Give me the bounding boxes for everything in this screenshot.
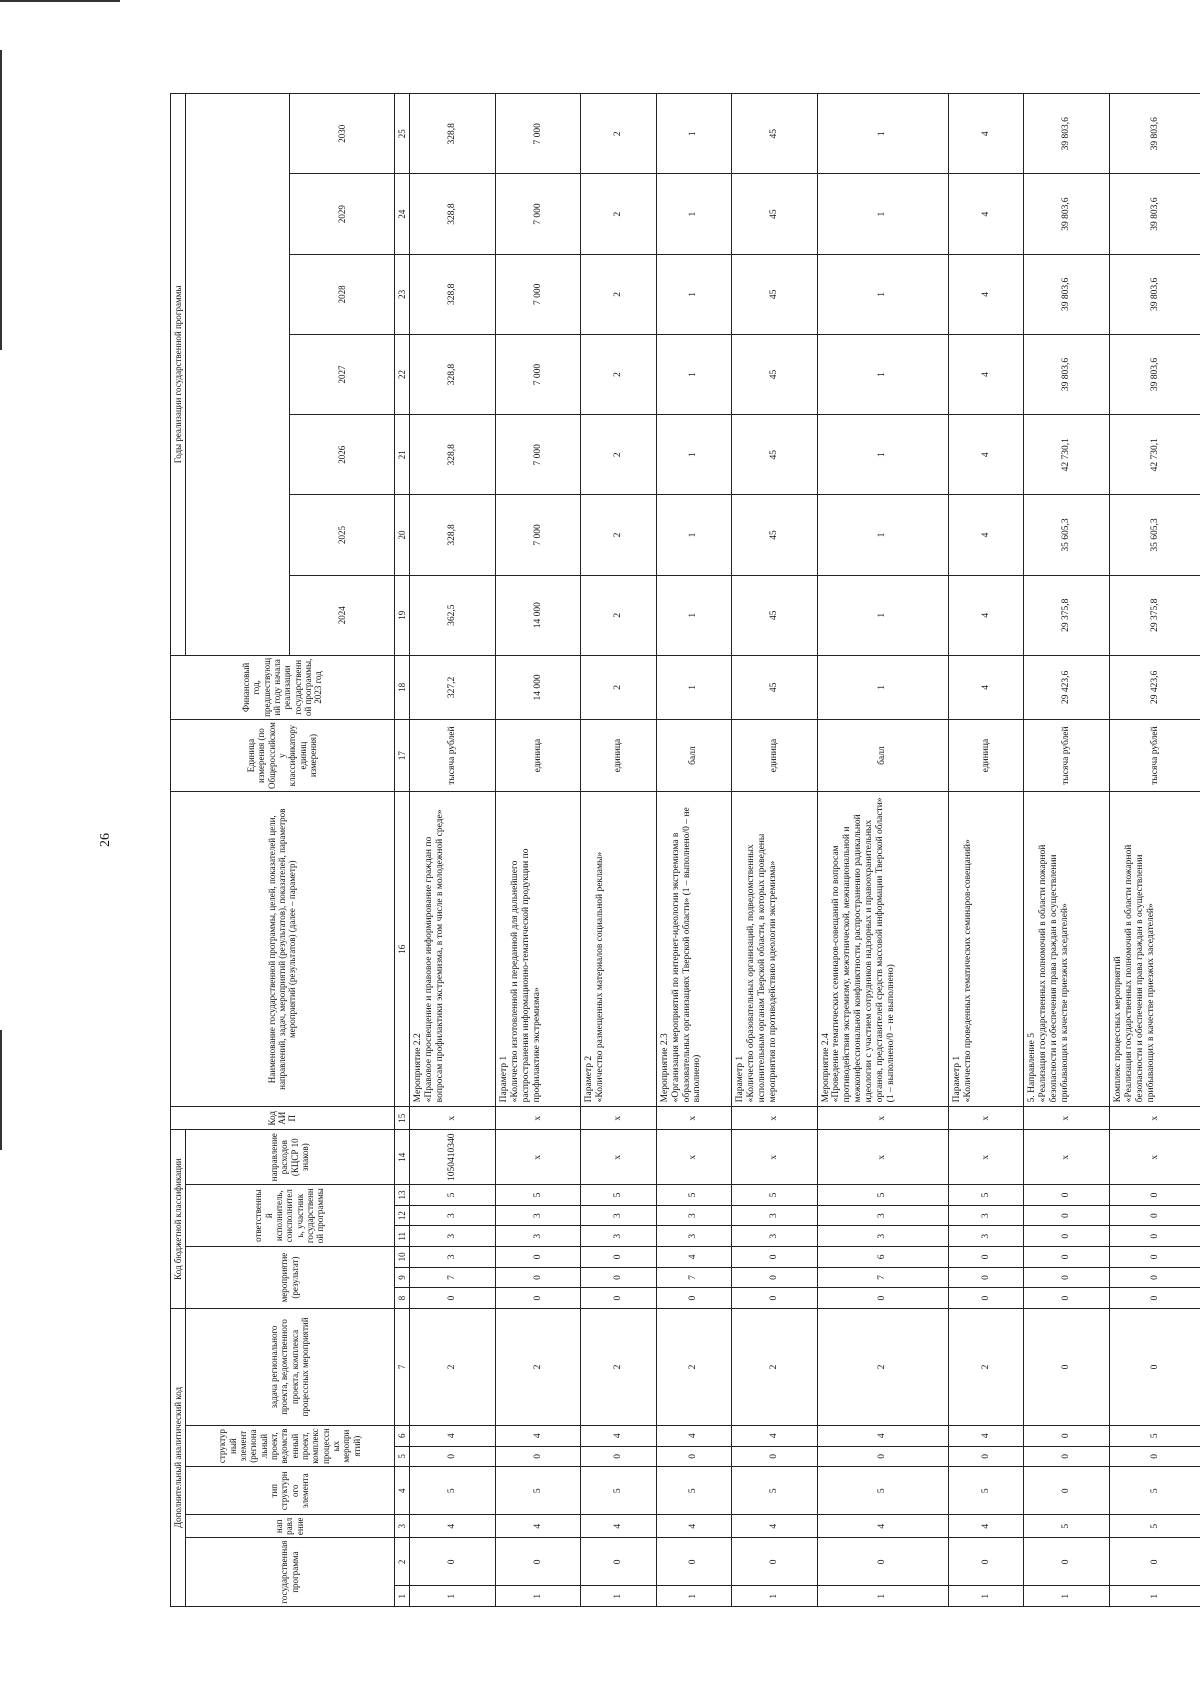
- code-cell: 7: [817, 1267, 949, 1288]
- code-cell: 0: [731, 1247, 817, 1268]
- code-cell: 3: [581, 1205, 656, 1226]
- year-value-cell: 29 375,8: [1109, 575, 1200, 655]
- header-year: 2029: [290, 174, 394, 254]
- year-value-cell: 4: [949, 334, 1024, 414]
- code-cell: x: [1109, 1107, 1200, 1130]
- code-cell: x: [949, 1107, 1024, 1130]
- name-cell: 5. Направление 5 «Реализация государственных полномочий в области пожарной безопасности и обеспечения права граждан в осуществлении прибывающих в качестве приезжих заседателей»: [1024, 792, 1110, 1107]
- year-value-cell: 2: [581, 334, 656, 414]
- code-cell: 1: [817, 1586, 949, 1607]
- code-cell: 5: [581, 1467, 656, 1515]
- header-budget-code: Код бюджетной классификации: [171, 1130, 186, 1309]
- code-cell: 2: [495, 1308, 581, 1425]
- code-cell: 3: [949, 1226, 1024, 1247]
- code-cell: 0: [1024, 1288, 1110, 1309]
- code-cell: 0: [731, 1446, 817, 1467]
- year-value-cell: 7 000: [495, 94, 581, 174]
- year-value-cell: 14 000: [495, 575, 581, 655]
- year-value-cell: 7 000: [495, 495, 581, 575]
- column-number: 22: [394, 334, 410, 414]
- year-value-cell: 1: [817, 174, 949, 254]
- code-cell: 3: [495, 1205, 581, 1226]
- column-number: 10: [394, 1247, 410, 1268]
- column-number: 13: [394, 1185, 410, 1206]
- name-cell: Мероприятие 2.4 «Проведение тематических семинаров-совещаний по вопросам противодействия экстремизму, межэтнической, межнациональной и межконфессиональной конфликтности, распространению радикальной идеологии с участием сотрудников надзорных и правоохранительных органов, представителей средств массовой информации Тверской области» (1 – выполнено/0 – не выполнено): [817, 792, 949, 1107]
- year-value-cell: 2: [581, 415, 656, 495]
- code-cell: 0: [1109, 1267, 1200, 1288]
- code-cell: 5: [495, 1467, 581, 1515]
- column-number: 18: [394, 655, 410, 719]
- code-cell: 1050410340: [410, 1130, 496, 1185]
- table-row: [817, 94, 949, 1607]
- code-cell: x: [656, 1107, 731, 1130]
- year-value-cell: 1: [817, 254, 949, 334]
- unit-cell: тысяча рублей: [1109, 719, 1200, 791]
- column-number: 24: [394, 174, 410, 254]
- code-cell: 5: [1024, 1515, 1110, 1538]
- header-analytic-code: Дополнительный аналитический код: [171, 1308, 186, 1606]
- header-aip-code: Код АИП: [171, 1107, 395, 1130]
- code-cell: 2: [656, 1308, 731, 1425]
- code-cell: 1: [731, 1586, 817, 1607]
- header-task: задача регионального проекта, ведомственного проекта, комплекса процессных мероприятий: [185, 1308, 394, 1425]
- code-cell: 3: [817, 1226, 949, 1247]
- code-cell: 0: [1024, 1247, 1110, 1268]
- rotated-table-container: [170, 93, 1200, 1607]
- code-cell: 7: [656, 1267, 731, 1288]
- code-cell: 3: [410, 1226, 496, 1247]
- unit-cell: балл: [817, 719, 949, 791]
- code-cell: x: [1109, 1130, 1200, 1185]
- header-executor: ответственный исполнитель, соисполнитель, участник государственной программы: [185, 1185, 394, 1247]
- unit-cell: единица: [581, 719, 656, 791]
- header-years-group: Годы реализации государственной программы: [171, 94, 186, 656]
- code-cell: 5: [731, 1467, 817, 1515]
- year-value-cell: 1: [656, 254, 731, 334]
- column-number: 7: [394, 1308, 410, 1425]
- base-value-cell: 14 000: [495, 655, 581, 719]
- code-cell: 0: [410, 1446, 496, 1467]
- year-value-cell: 7 000: [495, 415, 581, 495]
- year-value-cell: 1: [817, 575, 949, 655]
- year-value-cell: 45: [731, 94, 817, 174]
- year-value-cell: 4: [949, 254, 1024, 334]
- code-cell: 2: [410, 1308, 496, 1425]
- code-cell: 0: [1024, 1226, 1110, 1247]
- column-number: 11: [394, 1226, 410, 1247]
- table-row: [1109, 94, 1200, 1607]
- code-cell: 5: [410, 1185, 496, 1206]
- name-cell: Мероприятие 2.2 «Правовое просвещение и правовое информирование граждан по вопросам профилактики экстремизма, в том числе в молодежной среде»: [410, 792, 496, 1107]
- code-cell: 4: [410, 1515, 496, 1538]
- column-number: 9: [394, 1267, 410, 1288]
- code-cell: 0: [1024, 1308, 1110, 1425]
- code-cell: 3: [581, 1226, 656, 1247]
- year-value-cell: 39 803,6: [1024, 254, 1110, 334]
- code-cell: 5: [495, 1185, 581, 1206]
- code-cell: 0: [1109, 1247, 1200, 1268]
- scan-mark: [0, 1030, 2, 1150]
- code-cell: 0: [949, 1538, 1024, 1586]
- code-cell: 3: [495, 1226, 581, 1247]
- year-value-cell: 2: [581, 495, 656, 575]
- code-cell: 5: [1109, 1515, 1200, 1538]
- code-cell: x: [656, 1130, 731, 1185]
- table-row: [410, 94, 496, 1607]
- year-value-cell: 1: [817, 94, 949, 174]
- year-value-cell: 328,8: [410, 334, 496, 414]
- code-cell: 2: [817, 1308, 949, 1425]
- base-value-cell: 29 423,6: [1024, 655, 1110, 719]
- year-value-cell: 4: [949, 495, 1024, 575]
- code-cell: 4: [817, 1425, 949, 1446]
- header-dir: направление: [185, 1515, 394, 1538]
- year-value-cell: 1: [656, 575, 731, 655]
- code-cell: 1: [581, 1586, 656, 1607]
- code-cell: 2: [949, 1308, 1024, 1425]
- code-cell: 0: [1109, 1226, 1200, 1247]
- code-cell: 0: [495, 1247, 581, 1268]
- year-value-cell: 1: [656, 495, 731, 575]
- code-cell: 0: [581, 1288, 656, 1309]
- code-cell: 0: [410, 1288, 496, 1309]
- code-cell: 0: [495, 1288, 581, 1309]
- code-cell: x: [495, 1130, 581, 1185]
- code-cell: 4: [656, 1425, 731, 1446]
- year-value-cell: 328,8: [410, 495, 496, 575]
- code-cell: 0: [1024, 1267, 1110, 1288]
- column-number: 3: [394, 1515, 410, 1538]
- code-cell: 5: [817, 1467, 949, 1515]
- year-value-cell: 2: [581, 254, 656, 334]
- code-cell: 0: [1109, 1185, 1200, 1206]
- code-cell: 0: [1109, 1205, 1200, 1226]
- year-value-cell: 39 803,6: [1024, 174, 1110, 254]
- base-value-cell: 4: [949, 655, 1024, 719]
- header-year: 2024: [290, 575, 394, 655]
- code-cell: x: [410, 1107, 496, 1130]
- code-cell: 0: [1109, 1288, 1200, 1309]
- code-cell: 4: [581, 1425, 656, 1446]
- code-cell: 4: [731, 1425, 817, 1446]
- code-cell: 2: [731, 1308, 817, 1425]
- code-cell: 0: [1109, 1446, 1200, 1467]
- name-cell: Параметр 1 «Количество проведенных тематических семинаров-совещаний»: [949, 792, 1024, 1107]
- year-value-cell: 39 803,6: [1109, 334, 1200, 414]
- code-cell: 0: [410, 1538, 496, 1586]
- year-value-cell: 1: [817, 334, 949, 414]
- year-value-cell: 45: [731, 334, 817, 414]
- year-value-cell: 328,8: [410, 174, 496, 254]
- year-value-cell: 39 803,6: [1024, 94, 1110, 174]
- code-cell: 4: [656, 1515, 731, 1538]
- code-cell: 5: [656, 1185, 731, 1206]
- scan-mark: [0, 0, 120, 2]
- code-cell: 5: [581, 1185, 656, 1206]
- code-cell: 5: [1109, 1467, 1200, 1515]
- year-value-cell: 4: [949, 94, 1024, 174]
- code-cell: 0: [949, 1288, 1024, 1309]
- year-value-cell: 7 000: [495, 334, 581, 414]
- column-number: 19: [394, 575, 410, 655]
- base-value-cell: 45: [731, 655, 817, 719]
- code-cell: x: [1024, 1107, 1110, 1130]
- header-name: Наименование государственной программы, целей, показателей цели, направлений, задач, мероприятий (результатов), показателей, параметров мероприятий (результатов) (далее – параметр): [171, 792, 395, 1107]
- code-cell: 4: [495, 1515, 581, 1538]
- code-cell: 0: [495, 1538, 581, 1586]
- column-number: 8: [394, 1288, 410, 1309]
- code-cell: 0: [817, 1538, 949, 1586]
- header-year: 2030: [290, 94, 394, 174]
- year-value-cell: 2: [581, 575, 656, 655]
- code-cell: 5: [731, 1185, 817, 1206]
- code-cell: 3: [410, 1205, 496, 1226]
- code-cell: x: [1024, 1130, 1110, 1185]
- code-cell: 4: [949, 1515, 1024, 1538]
- column-number: 6: [394, 1425, 410, 1446]
- year-value-cell: 2: [581, 94, 656, 174]
- code-cell: 0: [731, 1288, 817, 1309]
- code-cell: 5: [656, 1467, 731, 1515]
- code-cell: 1: [1024, 1586, 1110, 1607]
- header-years-spacer: [185, 94, 289, 656]
- column-number: 5: [394, 1446, 410, 1467]
- year-value-cell: 1: [817, 415, 949, 495]
- code-cell: 4: [410, 1425, 496, 1446]
- code-cell: 1: [656, 1586, 731, 1607]
- year-value-cell: 1: [656, 415, 731, 495]
- year-value-cell: 328,8: [410, 94, 496, 174]
- code-cell: 4: [817, 1515, 949, 1538]
- name-cell: Мероприятие 2.3 «Организация мероприятий по интернет-идеологии экстремизма в образовательных организациях Тверской области» (1 – выполнено/0 – не выполнено): [656, 792, 731, 1107]
- name-cell: Комплекс процессных мероприятий «Реализация государственных полномочий в области пожарной безопасности и обеспечения права граждан в осуществлении прибывающих в качестве приезжих заседателей»: [1109, 792, 1200, 1107]
- year-value-cell: 4: [949, 174, 1024, 254]
- code-cell: x: [581, 1130, 656, 1185]
- year-value-cell: 4: [949, 415, 1024, 495]
- header-year: 2027: [290, 334, 394, 414]
- header-year: 2025: [290, 495, 394, 575]
- code-cell: 0: [731, 1538, 817, 1586]
- column-number: 20: [394, 495, 410, 575]
- column-number: 4: [394, 1467, 410, 1515]
- table-row: [949, 94, 1024, 1607]
- unit-cell: единица: [731, 719, 817, 791]
- code-cell: 5: [1109, 1425, 1200, 1446]
- code-cell: 0: [1024, 1467, 1110, 1515]
- base-value-cell: 327,2: [410, 655, 496, 719]
- year-value-cell: 45: [731, 575, 817, 655]
- year-value-cell: 362,5: [410, 575, 496, 655]
- code-cell: 0: [656, 1446, 731, 1467]
- code-cell: 1: [495, 1586, 581, 1607]
- code-cell: 0: [495, 1446, 581, 1467]
- year-value-cell: 7 000: [495, 254, 581, 334]
- year-value-cell: 45: [731, 415, 817, 495]
- year-value-cell: 1: [656, 174, 731, 254]
- column-number: 25: [394, 94, 410, 174]
- code-cell: 0: [1109, 1308, 1200, 1425]
- code-cell: 2: [581, 1308, 656, 1425]
- header-gp: государственная программа: [185, 1538, 394, 1607]
- header-unit: Единица измерения (по Общероссийскому классификатору единиц измерения): [171, 719, 395, 791]
- unit-cell: тысяча рублей: [410, 719, 496, 791]
- code-cell: x: [495, 1107, 581, 1130]
- code-cell: 4: [731, 1515, 817, 1538]
- code-cell: 4: [656, 1247, 731, 1268]
- code-cell: x: [817, 1130, 949, 1185]
- code-cell: 0: [949, 1267, 1024, 1288]
- code-cell: 0: [817, 1288, 949, 1309]
- code-cell: 0: [1024, 1538, 1110, 1586]
- code-cell: 5: [949, 1185, 1024, 1206]
- code-cell: x: [949, 1130, 1024, 1185]
- code-cell: 3: [656, 1205, 731, 1226]
- base-value-cell: 1: [817, 655, 949, 719]
- code-cell: 1: [949, 1586, 1024, 1607]
- code-cell: 0: [817, 1446, 949, 1467]
- header-type: тип структурного элемента: [185, 1467, 394, 1515]
- code-cell: 3: [731, 1205, 817, 1226]
- year-value-cell: 45: [731, 495, 817, 575]
- year-value-cell: 29 375,8: [1024, 575, 1110, 655]
- code-cell: 0: [495, 1267, 581, 1288]
- name-cell: Параметр 1 «Количество изготовленной и переданной для дальнейшего распространения информационно-тематической продукции по профилактике экстремизма»: [495, 792, 581, 1107]
- unit-cell: единица: [949, 719, 1024, 791]
- code-cell: 0: [581, 1267, 656, 1288]
- code-cell: 4: [495, 1425, 581, 1446]
- column-number: 12: [394, 1205, 410, 1226]
- code-cell: 0: [581, 1538, 656, 1586]
- name-cell: Параметр 1 «Количество образовательных организаций, подведомственных исполнительным органам Тверской области, в которых проведены мероприятия по противодействию идеологии экстремизма»: [731, 792, 817, 1107]
- table-row: [1024, 94, 1110, 1607]
- column-number: 1: [394, 1586, 410, 1607]
- year-value-cell: 328,8: [410, 415, 496, 495]
- code-cell: 1: [1109, 1586, 1200, 1607]
- header-base-year: Финансовый год, предшествующий году начала реализации государственной программы, 2023 год: [171, 655, 395, 719]
- year-value-cell: 328,8: [410, 254, 496, 334]
- code-cell: 0: [731, 1267, 817, 1288]
- column-number: 23: [394, 254, 410, 334]
- year-value-cell: 1: [656, 94, 731, 174]
- year-value-cell: 35 605,3: [1024, 495, 1110, 575]
- code-cell: x: [817, 1107, 949, 1130]
- year-value-cell: 4: [949, 575, 1024, 655]
- code-cell: 5: [949, 1467, 1024, 1515]
- code-cell: 0: [1024, 1185, 1110, 1206]
- year-value-cell: 2: [581, 174, 656, 254]
- code-cell: 3: [656, 1226, 731, 1247]
- unit-cell: единица: [495, 719, 581, 791]
- code-cell: 1: [410, 1586, 496, 1607]
- code-cell: 0: [1109, 1538, 1200, 1586]
- column-number: 16: [394, 792, 410, 1107]
- base-value-cell: 1: [656, 655, 731, 719]
- unit-cell: балл: [656, 719, 731, 791]
- year-value-cell: 42 730,1: [1024, 415, 1110, 495]
- code-cell: 0: [1024, 1446, 1110, 1467]
- name-cell: Параметр 2 «Количество размещенных материалов социальной рекламы»: [581, 792, 656, 1107]
- year-value-cell: 45: [731, 174, 817, 254]
- code-cell: 4: [581, 1515, 656, 1538]
- year-value-cell: 35 605,3: [1109, 495, 1200, 575]
- unit-cell: тысяча рублей: [1024, 719, 1110, 791]
- code-cell: 0: [1024, 1205, 1110, 1226]
- header-element: структурный элемент (региональный проект, ведомственный проект, комплекс процессных мероприятий): [185, 1425, 394, 1466]
- base-value-cell: 2: [581, 655, 656, 719]
- column-number: 2: [394, 1538, 410, 1586]
- column-number: 14: [394, 1130, 410, 1185]
- code-cell: x: [731, 1130, 817, 1185]
- table-row: [731, 94, 817, 1607]
- code-cell: 5: [817, 1185, 949, 1206]
- code-cell: 7: [410, 1267, 496, 1288]
- code-cell: 0: [656, 1538, 731, 1586]
- code-cell: 0: [1024, 1425, 1110, 1446]
- code-cell: 0: [656, 1288, 731, 1309]
- year-value-cell: 39 803,6: [1109, 94, 1200, 174]
- column-number: 15: [394, 1107, 410, 1130]
- code-cell: 6: [817, 1247, 949, 1268]
- page-number: 26: [98, 833, 113, 847]
- scan-mark: [0, 50, 2, 350]
- table-row: [581, 94, 656, 1607]
- table-row: [656, 94, 731, 1607]
- code-cell: 4: [949, 1425, 1024, 1446]
- year-value-cell: 7 000: [495, 174, 581, 254]
- code-cell: x: [581, 1107, 656, 1130]
- year-value-cell: 1: [817, 495, 949, 575]
- code-cell: 0: [949, 1247, 1024, 1268]
- year-value-cell: 39 803,6: [1109, 174, 1200, 254]
- code-cell: 3: [949, 1205, 1024, 1226]
- code-cell: x: [731, 1107, 817, 1130]
- year-value-cell: 1: [656, 334, 731, 414]
- year-value-cell: 39 803,6: [1109, 254, 1200, 334]
- header-expense: направление расходов (КЦСР 10 знаков): [185, 1130, 394, 1185]
- code-cell: 0: [581, 1446, 656, 1467]
- header-year: 2026: [290, 415, 394, 495]
- header-event: мероприятие (результат): [185, 1247, 394, 1309]
- base-value-cell: 29 423,6: [1109, 655, 1200, 719]
- column-number: 17: [394, 719, 410, 791]
- table-row: [495, 94, 581, 1607]
- year-value-cell: 39 803,6: [1024, 334, 1110, 414]
- code-cell: 0: [949, 1446, 1024, 1467]
- year-value-cell: 42 730,1: [1109, 415, 1200, 495]
- code-cell: 3: [731, 1226, 817, 1247]
- column-number: 21: [394, 415, 410, 495]
- header-year: 2028: [290, 254, 394, 334]
- program-table: [170, 93, 1200, 1607]
- code-cell: 3: [817, 1205, 949, 1226]
- code-cell: 0: [581, 1247, 656, 1268]
- year-value-cell: 45: [731, 254, 817, 334]
- code-cell: 3: [410, 1247, 496, 1268]
- code-cell: 5: [410, 1467, 496, 1515]
